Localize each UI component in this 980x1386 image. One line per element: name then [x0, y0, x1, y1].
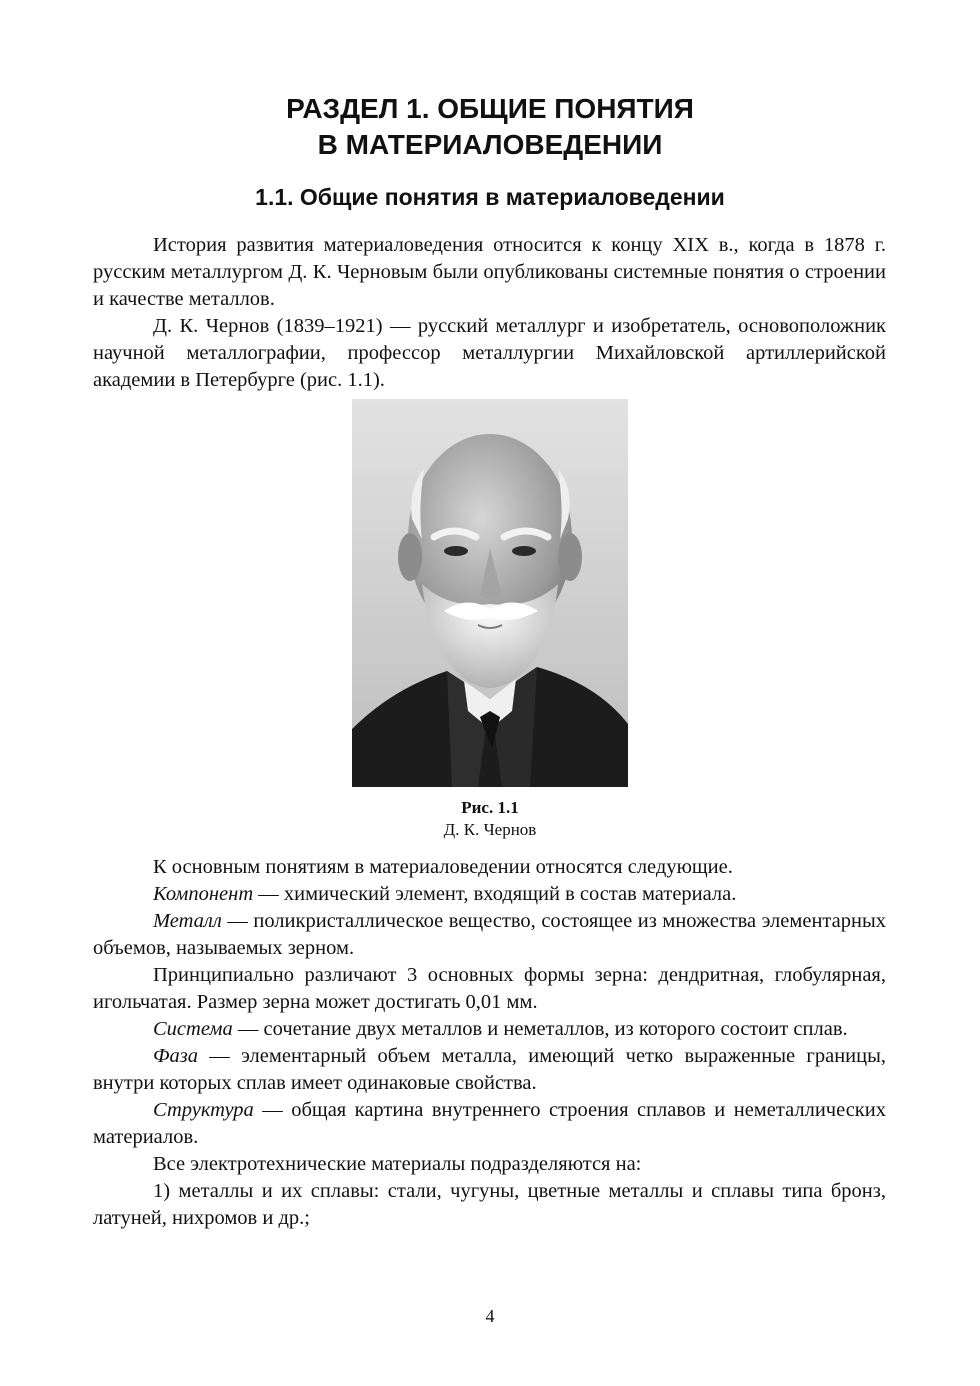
section-title-line-2: В МАТЕРИАЛОВЕДЕНИИ: [317, 129, 663, 160]
definition-paragraph: [93, 1016, 886, 1043]
definition-term: Структура: [153, 1099, 254, 1121]
definition-term: Компонент: [153, 883, 254, 905]
definition-paragraph: [93, 881, 886, 908]
definition-text: — сочетание двух металлов и неметаллов, из которого состоит сплав.: [232, 1018, 848, 1040]
intro-text: [93, 232, 886, 394]
figure-caption: Д. К. Чернов: [443, 820, 537, 839]
paragraph-text: Все электротехнические материалы подразделяются на:: [153, 1153, 642, 1175]
definition-text: — химический элемент, входящий в состав материала.: [253, 883, 737, 905]
definition-term: Металл: [153, 910, 222, 932]
definition-term: Фаза: [153, 1045, 198, 1067]
definition-text: — элементарный объем металла, имеющий четко выраженные границы, внутри которых сплав имеет одинаковые свойства.: [93, 1045, 886, 1094]
definition-paragraph: [93, 1043, 886, 1097]
definition-text: — поликристаллическое вещество, состоящее из множества элементарных объемов, называемых зерном.: [93, 910, 886, 959]
definition-text: — общая картина внутреннего строения сплавов и неметаллических материалов.: [93, 1099, 886, 1148]
paragraph: [93, 854, 886, 881]
list-item-text: 1) металлы и их сплавы: стали, чугуны, цветные металлы и сплавы типа бронз, латуней, нихромов и др.;: [93, 1180, 886, 1229]
definition-paragraph: [93, 908, 886, 962]
paragraph: [93, 1151, 886, 1178]
body-text: [93, 854, 886, 1232]
list-item: [93, 1178, 886, 1232]
paragraph-text: К основным понятиям в материаловедении относятся следующие.: [153, 856, 733, 878]
figure-label: Рис. 1.1: [461, 798, 519, 817]
paragraph: История развития материаловедения относится к концу XIX в., когда в 1878 г. русским металлургом Д. К. Черновым были опубликованы системные понятия о строении и качестве металлов.: [93, 234, 886, 310]
definition-paragraph: [93, 1097, 886, 1151]
paragraph: [93, 962, 886, 1016]
subsection-title: 1.1. Общие понятия в материаловедении: [255, 184, 725, 210]
paragraph: Д. К. Чернов (1839–1921) — русский металлург и изобретатель, основоположник научной металлографии, профессор металлургии Михайловской артиллерийской академии в Петербурге (рис. 1.1).: [93, 315, 886, 391]
portrait-photo: [352, 399, 628, 787]
paragraph-text: Принципиально различают 3 основных формы зерна: дендритная, глобулярная, игольчатая. Размер зерна может достигать 0,01 мм.: [93, 964, 886, 1013]
definition-term: Система: [153, 1018, 233, 1040]
section-title-line-1: РАЗДЕЛ 1. ОБЩИЕ ПОНЯТИЯ: [286, 93, 694, 124]
page-number: 4: [485, 1306, 495, 1326]
